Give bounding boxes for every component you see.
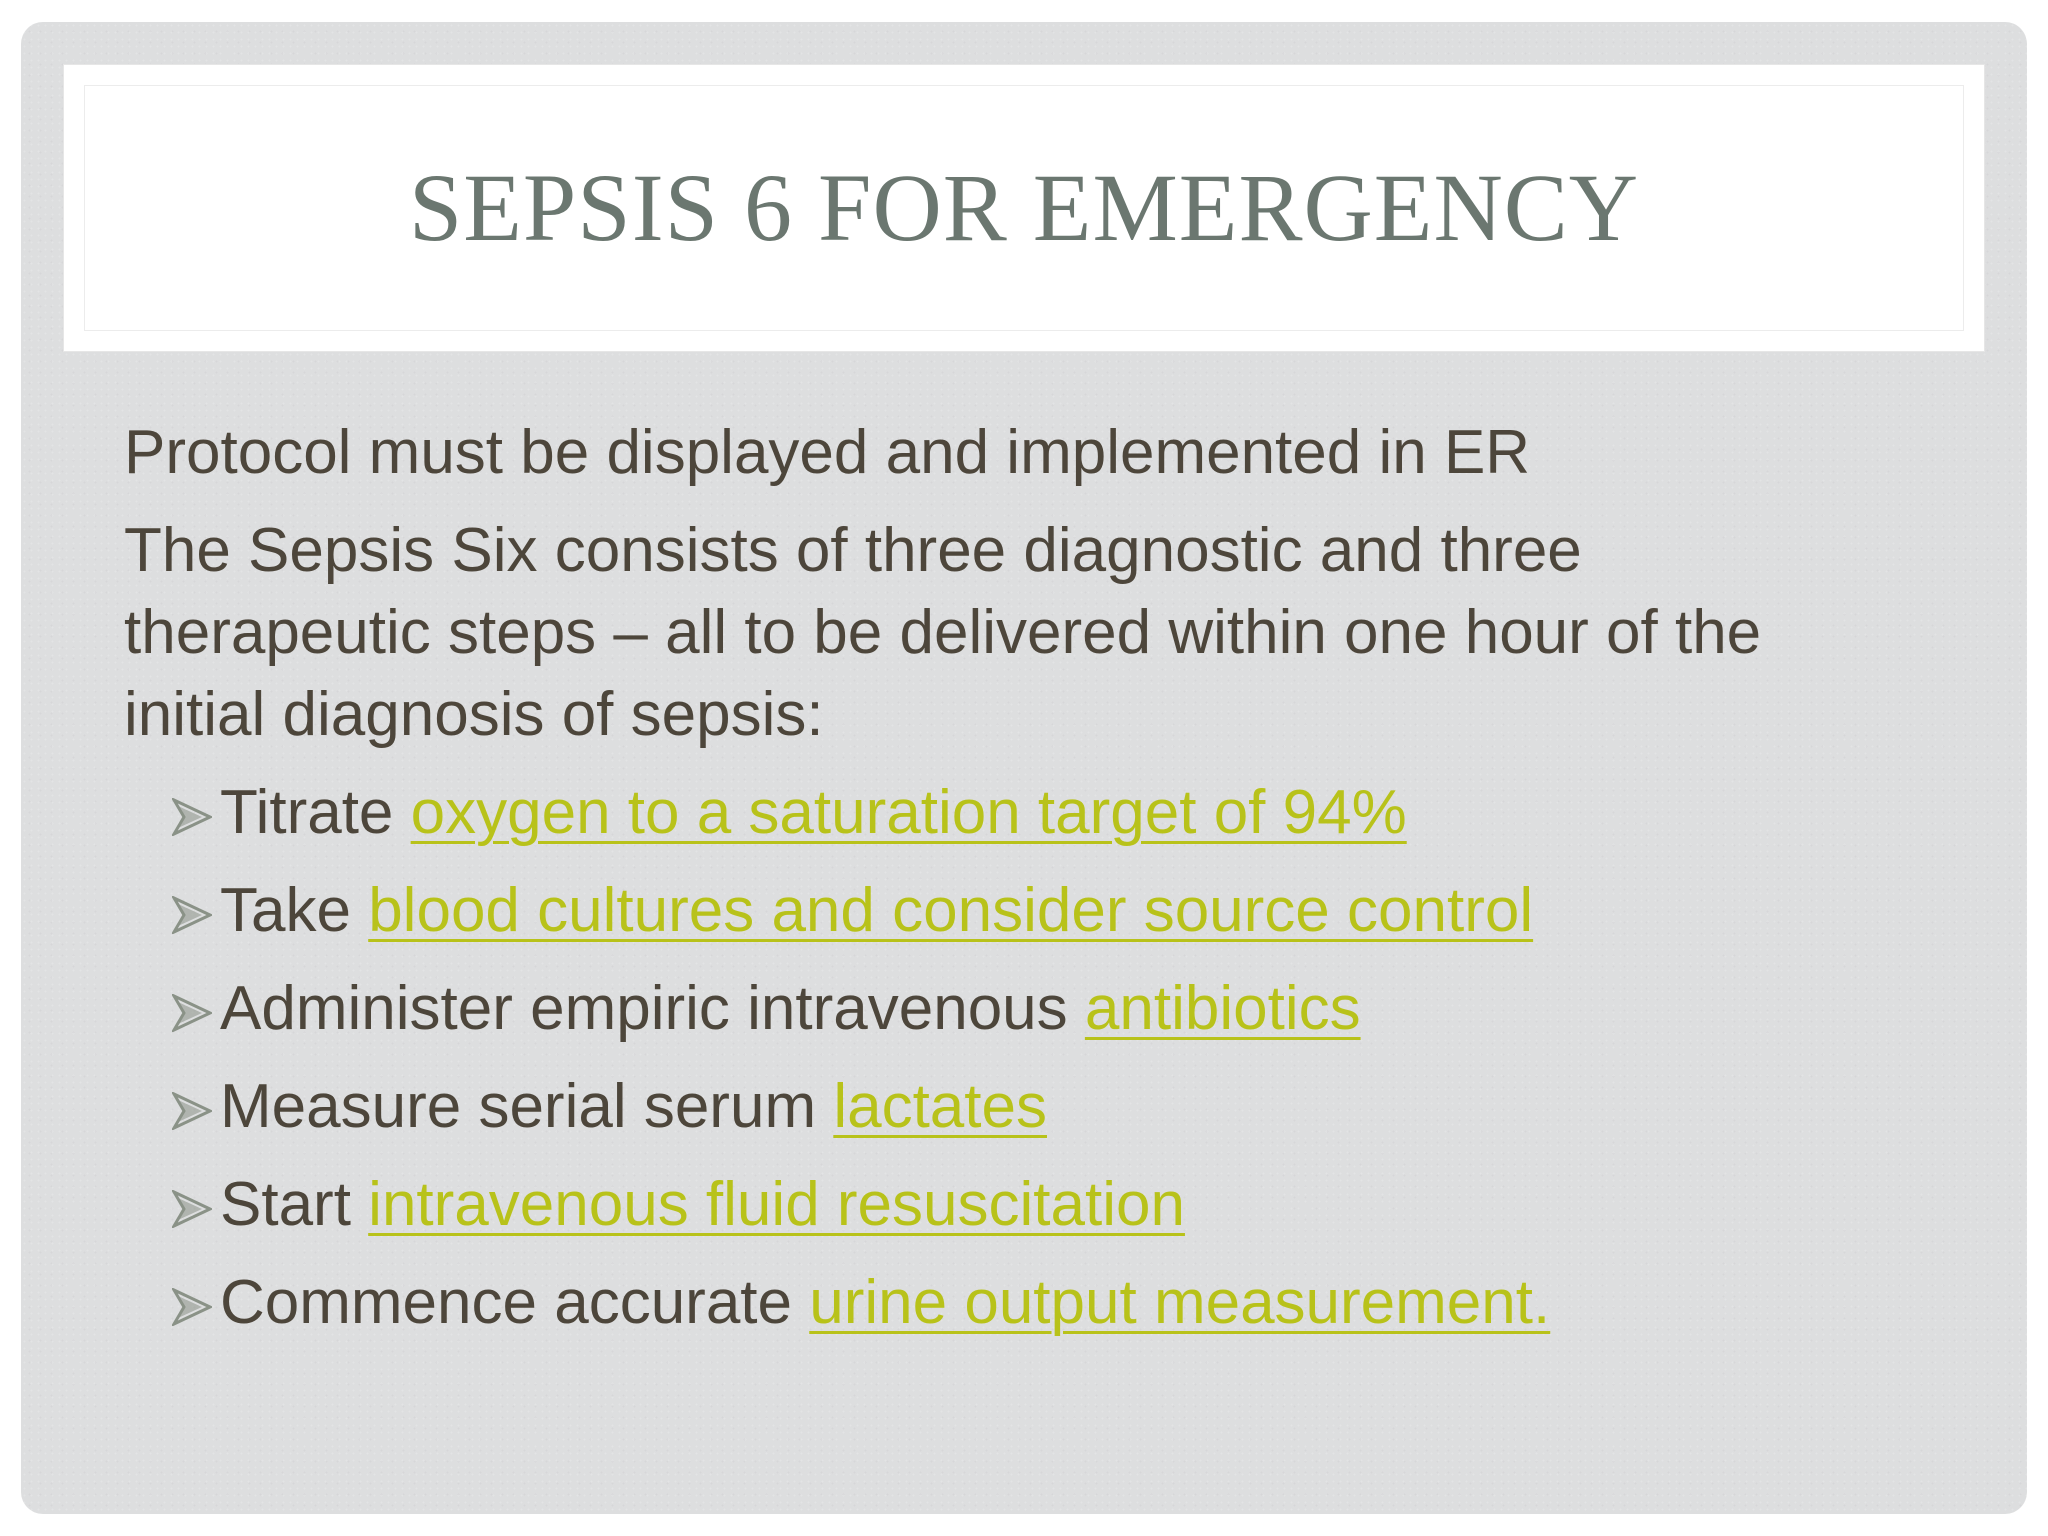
urine-output-link[interactable]: urine output measurement. [809,1268,1551,1337]
slide [21,22,2027,1514]
bullet-text: Administer empiric intravenous [220,974,1085,1043]
fluid-resuscitation-link[interactable]: intravenous fluid resuscitation [368,1170,1185,1239]
bullet-item [172,1164,1944,1262]
title-box-inner [84,85,1964,331]
bullet-text: Titrate [220,778,411,847]
arrowhead-bullet-icon [172,772,220,854]
bullet-item [172,968,1944,1066]
bullet-item [172,870,1944,968]
arrowhead-bullet-icon [172,870,220,952]
bullet-item [172,1066,1944,1164]
paragraph-protocol: Protocol must be displayed and implemented in ER [124,418,1531,487]
oxygen-link[interactable]: oxygen to a saturation target of 94% [410,778,1407,847]
antibiotics-link[interactable]: antibiotics [1084,974,1361,1043]
slide-content [124,412,1944,1360]
bullet-item [172,772,1944,870]
arrowhead-bullet-icon [172,968,220,1050]
bullet-text: Take [220,876,369,945]
blood-cultures-link[interactable]: blood cultures and consider source control [368,876,1534,945]
bullet-item [172,1262,1944,1360]
bullet-text: Start [220,1170,369,1239]
arrowhead-bullet-icon [172,1066,220,1148]
lactates-link[interactable]: lactates [833,1072,1047,1141]
bullet-text: Commence accurate [220,1268,810,1337]
title-box [63,64,1985,352]
paragraph-sepsis-six: The Sepsis Six consists of three diagnostic and three therapeutic steps – all to be delivered within one hour of the initial diagnosis of sepsis: [124,516,1762,749]
arrowhead-bullet-icon [172,1164,220,1246]
bullet-text: Measure serial serum [220,1072,834,1141]
bullet-list [124,772,1944,1360]
arrowhead-bullet-icon [172,1262,220,1344]
slide-title: SEPSIS 6 FOR EMERGENCY [408,154,1640,261]
